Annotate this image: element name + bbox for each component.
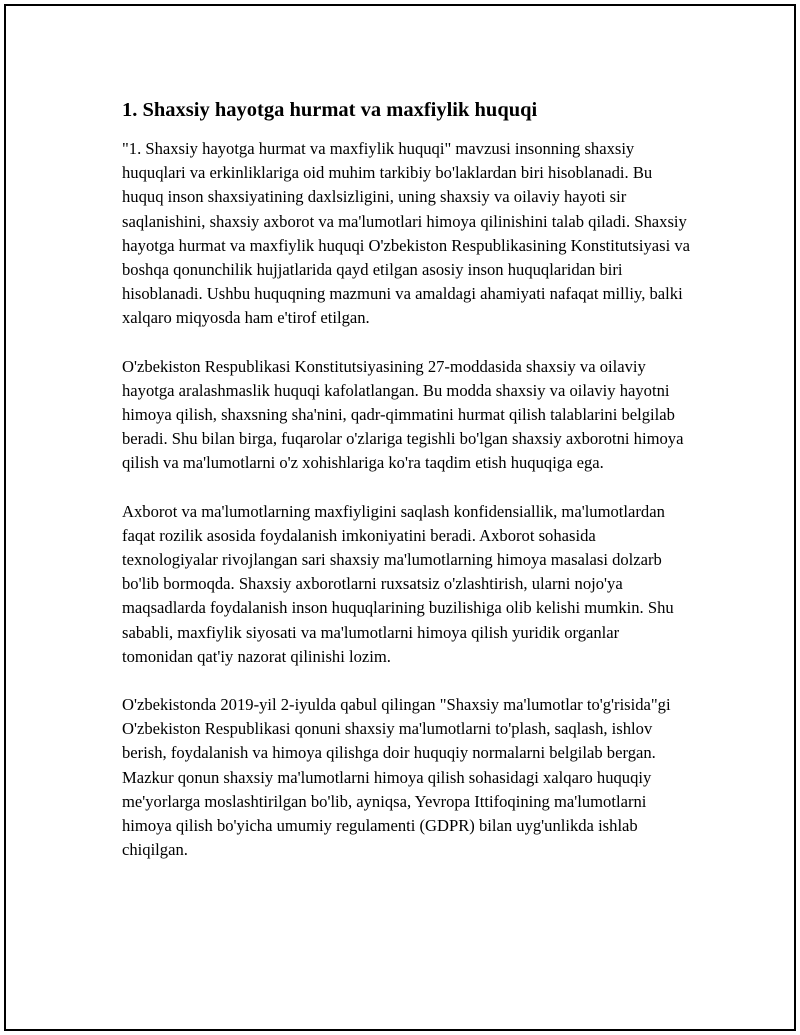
paragraph-4: O'zbekistonda 2019-yil 2-iyulda qabul qilingan "Shaxsiy ma'lumotlar to'g'risida"gi O'zbekiston Respublikasi qonuni shaxsiy ma'lumotlarni to'plash, saqlash, ishlov berish, foydalanish va himoya qilishga doir huquqiy normalarni belgilab bergan. Mazkur qonun shaxsiy ma'lumotlarni himoya qilish sohasidagi xalqaro huquqiy me'yorlarga moslashtirilgan bo'lib, ayniqsa, Yevropa Ittifoqining ma'lumotlarni himoya qilish bo'yicha umumiy regulamenti (GDPR) bilan uyg'unlikda ishlab chiqilgan. bbox=[122, 695, 671, 860]
document-body bbox=[122, 96, 692, 886]
section-heading: 1. Shaxsiy hayotga hurmat va maxfiylik huquqi bbox=[122, 99, 538, 121]
paragraph-3: Axborot va ma'lumotlarning maxfiyligini saqlash konfidensiallik, ma'lumotlardan faqat rozilik asosida foydalanish imkoniyatini beradi. Axborot sohasida texnologiyalar rivojlangan sari shaxsiy ma'lumotlarning himoya masalasi dolzarb bo'lib bormoqda. Shaxsiy axborotlarni ruxsatsiz o'zlashtirish, ularni nojo'ya maqsadlarda foydalanish inson huquqlarining buzilishiga olib kelishi mumkin. Shu sababli, maxfiylik siyosati va ma'lumotlarni himoya qilish yuridik organlar tomonidan qat'iy nazorat qilinishi lozim. bbox=[122, 501, 674, 666]
paragraph-2: O'zbekiston Respublikasi Konstitutsiyasining 27-moddasida shaxsiy va oilaviy hayotga aralashmaslik huquqi kafolatlangan. Bu modda shaxsiy va oilaviy hayotni himoya qilish, shaxsning sha'nini, qadr-qimmatini hurmat qilish talablarini belgilab beradi. Shu bilan birga, fuqarolar o'zlariga tegishli bo'lgan shaxsiy axborotni himoya qilish va ma'lumotlarni o'z xohishlariga ko'ra taqdim etish huquqiga ega. bbox=[122, 356, 684, 473]
paragraph-1: "1. Shaxsiy hayotga hurmat va maxfiylik huquqi" mavzusi insonning shaxsiy huquqlari va erkinliklariga oid muhim tarkibiy bo'laklardan biri hisoblanadi. Bu huquq inson shaxsiyatining daxlsizligini, uning shaxsiy va oilaviy hayoti sir saqlanishini, shaxsiy axborot va ma'lumotlari himoya qilinishini talab qiladi. Shaxsiy hayotga hurmat va maxfiylik huquqi O'zbekiston Respublikasining Konstitutsiyasi va boshqa qonunchilik hujjatlarida qayd etilgan asosiy inson huquqlaridan biri hisoblanadi. Ushbu huquqning mazmuni va amaldagi ahamiyati nafaqat milliy, balki xalqaro miqyosda ham e'tirof etilgan. bbox=[122, 139, 691, 328]
page-frame bbox=[4, 4, 796, 1031]
